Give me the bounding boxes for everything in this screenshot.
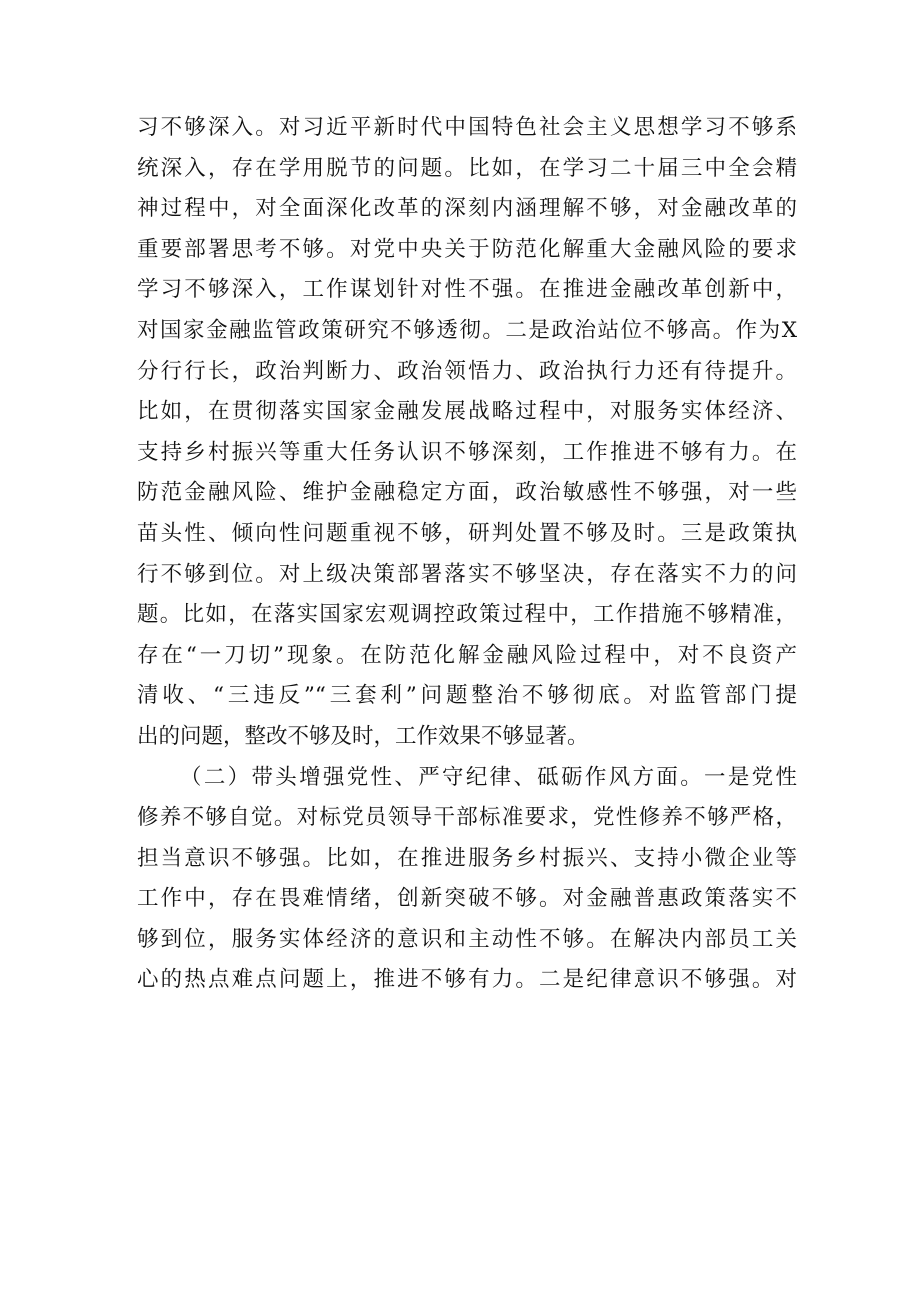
text-line: 行不够到位。对上级决策部署落实不够坚决，存在落实不力的问 bbox=[137, 561, 797, 587]
text-line: 修养不够自觉。对标党员领导干部标准要求，党性修养不够严格， bbox=[137, 805, 797, 831]
text-line: 清收、“三违反”“三套利”问题整治不够彻底。对监管部门提 bbox=[137, 683, 797, 709]
text-line: 担当意识不够强。比如，在推进服务乡村振兴、支持小微企业等 bbox=[137, 845, 797, 871]
text-line: 分行行长，政治判断力、政治领悟力、政治执行力还有待提升。 bbox=[137, 358, 797, 384]
body-text bbox=[137, 108, 797, 1001]
text-line: 习不够深入。对习近平新时代中国特色社会主义思想学习不够系 bbox=[137, 115, 797, 140]
text-line: 对国家金融监管政策研究不够透彻。二是政治站位不够高。作为X bbox=[137, 317, 797, 343]
text-line: 学习不够深入，工作谋划针对性不强。在推进金融改革创新中， bbox=[137, 277, 797, 303]
text-line: 存在“一刀切”现象。在防范化解金融风险过程中，对不良资产 bbox=[137, 642, 797, 668]
text-line: 神过程中，对全面深化改革的深刻内涵理解不够，对金融改革的 bbox=[137, 196, 797, 222]
text-line: 重要部署思考不够。对党中央关于防范化解重大金融风险的要求 bbox=[137, 236, 797, 262]
text-line: 支持乡村振兴等重大任务认识不够深刻，工作推进不够有力。在 bbox=[137, 439, 797, 465]
text-line: 统深入，存在学用脱节的问题。比如，在学习二十届三中全会精 bbox=[137, 155, 797, 181]
text-line: 出的问题，整改不够及时，工作效果不够显著。 bbox=[137, 723, 589, 749]
text-line: 够到位，服务实体经济的意识和主动性不够。在解决内部员工关 bbox=[137, 926, 797, 952]
text-line: 工作中，存在畏难情绪，创新突破不够。对金融普惠政策落实不 bbox=[137, 886, 797, 912]
text-line: 心的热点难点问题上，推进不够有力。二是纪律意识不够强。对 bbox=[137, 967, 797, 993]
text-line: 防范金融风险、维护金融稳定方面，政治敏感性不够强，对一些 bbox=[137, 480, 797, 506]
text-line: 比如，在贯彻落实国家金融发展战略过程中，对服务实体经济、 bbox=[137, 399, 797, 425]
text-line: 苗头性、倾向性问题重视不够，研判处置不够及时。三是政策执 bbox=[137, 520, 797, 546]
section-heading-line: （二）带头增强党性、严守纪律、砥砺作风方面。一是党性 bbox=[180, 764, 797, 790]
text-line: 题。比如，在落实国家宏观调控政策过程中，工作措施不够精准， bbox=[137, 602, 797, 628]
